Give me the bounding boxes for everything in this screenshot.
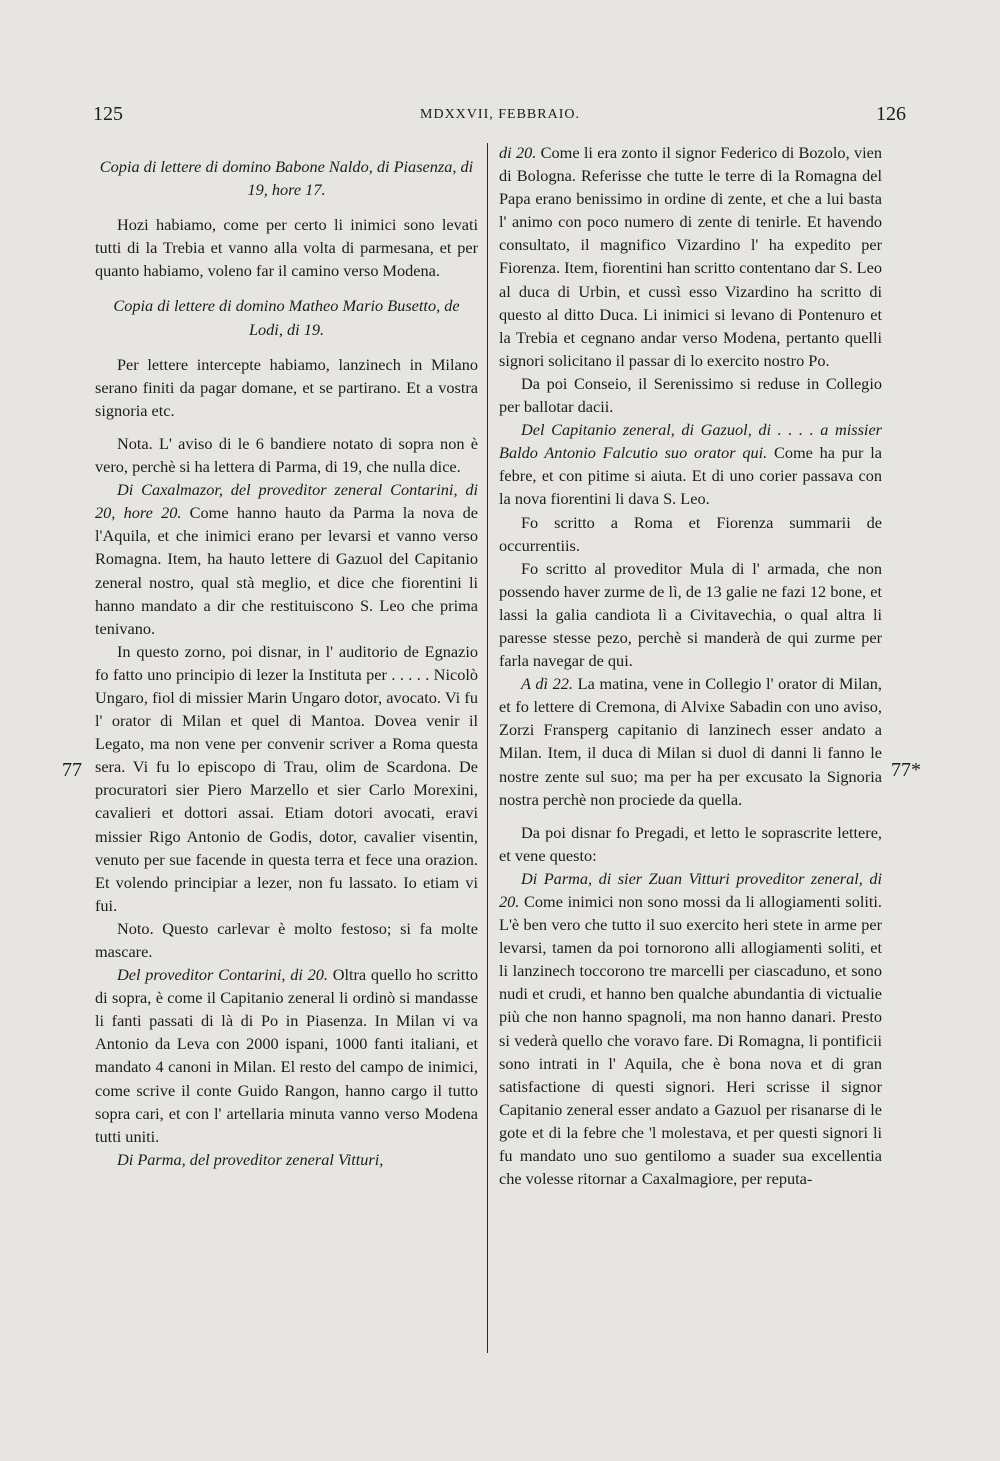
paragraph-text: Da poi Conseio, il Serenissimo si reduse in Collegio per ballotar dacii. [499, 373, 882, 417]
paragraph-text: Noto. Questo carlevar è molto festoso; si fa molte mascare. [95, 918, 478, 961]
paragraph [95, 917, 478, 963]
paragraph-lead: di 20. [499, 143, 537, 162]
paragraph [95, 1148, 478, 1171]
paragraph-lead: Di Parma, del proveditor zeneral Vitturi, [117, 1149, 384, 1169]
right-margin-number: 77* [891, 759, 921, 781]
paragraph-lead: Di Parma, di sier Zuan Vitturi proveditor zeneral, di 20. [499, 868, 882, 911]
paragraph [95, 432, 478, 478]
paragraph-lead: Del Capitanio zeneral, di Gazuol, di . . . . a missier Baldo Antonio Falcutio suo orator qui. [499, 420, 882, 463]
paragraph [499, 557, 882, 672]
paragraph-lead: Di Caxalmazor, del proveditor zeneral Contarini, di 20, hore 20. [95, 480, 478, 523]
left-margin-number: 77 [62, 759, 82, 781]
heading-text: Copia di lettere di domino Matheo Mario Busetto, de Lodi, di 19. [113, 296, 460, 339]
paragraph-text: Come ha pur la febre, et con pitime si aiuta. Et di uno corier passava con la nova fiorentini li dava S. Leo. [499, 443, 882, 509]
right-column [499, 141, 882, 1190]
paragraph-lead: Del proveditor Contarini, di 20. [117, 965, 328, 985]
paragraph [499, 418, 882, 510]
paragraph-text: Fo scritto al proveditor Mula di l' armada, che non possendo haver zurme de lì, de 13 galie ne fazi 12 bone, et lassi la galia candiota lì a Civitavechia, o qual altra li paresse stesse pezo, perchè si manderà de qui zurme per farla navegar de qui. [499, 558, 882, 671]
paragraph [95, 478, 478, 640]
paragraph-text: Oltra quello ho scritto di sopra, è come il Capitanio zeneral li ordinò si mandasse li fanti passati di là di Po in Piasenza. In Milan vi va Antonio da Leva con 2000 ispani, 1000 fanti italiani, et mandato 4 canoni in Milan. El resto del campo de inimici, come scrive il conte Guido Rangon, hanno cargo il tutto sopra cari, et con l' artellaria minuta vanno verso Modena tutti uniti. [95, 965, 478, 1146]
paragraph-text: Hozi habiamo, come per certo li inimici sono levati tutti di la Trebia et vanno alla volta di parmesana, et per quanto habiamo, voleno far il camino verso Modena. [95, 215, 478, 281]
section-heading [95, 294, 478, 340]
paragraph [499, 821, 882, 867]
paragraph-text: La matina, vene in Collegio l' orator di Milan, et fo lettere di Cremona, di Alvixe Sabadin con uno aviso, Zorzi Fransperg capitanio di lanzinech esser andato a Milan. Item, il duca di Milan si duol di danni li fanno le nostre zente sul suo; ma per ha per excusato la Signoria nostra perchè non prociede da quella. [499, 674, 882, 809]
paragraph-text: Come li era zonto il signor Federico di Bozolo, vien di Bologna. Referisse che tutte le terre di la Romagna del Papa erano benissimo in ordine di zente, et che a lui basta l' animo con poco numero di zente di tenirle. Et havendo consultato, il magnifico Vizardino l' ha expedito per Fiorenza. Item, fiorentini han scritto contentano dar S. Leo al duca di Urbin, et cussì esso Vizardino ha scritto di questo al ditto Duca. Li inimici si levano di Pontenuro et la Trebia et cegnano andar verso Modena, pertanto quelli signori solicitano il passar di lo exercito nostro Po. [499, 143, 882, 370]
paragraph-text: Come hanno hauto da Parma la nova de l'Aquila, et che inimici erano per levarsi et vanno verso Romagna. Item, ha hauto lettere di Gazuol del Capitanio zeneral nostro, qual stà meglio, et dice che fiorentini li hanno mandato a dir che restituiscono S. Leo che prima tenivano. [95, 503, 478, 638]
paragraph [499, 141, 882, 372]
right-page-number: 126 [876, 103, 906, 125]
paragraph [499, 511, 882, 557]
paragraph [499, 672, 882, 811]
heading-text: Copia di lettere di domino Babone Naldo, di Piasenza, di 19, hore 17. [99, 157, 474, 200]
left-page-number: 125 [93, 103, 123, 125]
paragraph [499, 867, 882, 1190]
left-column [95, 141, 478, 1171]
page-header [0, 103, 1000, 131]
section-heading [95, 155, 478, 201]
paragraph-text: Fo scritto a Roma et Fiorenza summarii de occurrentiis. [499, 512, 882, 555]
paragraph-text: Da poi disnar fo Pregadi, et letto le soprascrite lettere, et vene questo: [499, 822, 882, 865]
paragraph-text: Nota. L' aviso di le 6 bandiere notato di sopra non è vero, perchè si ha lettera di Parma, di 19, che nulla dice. [95, 433, 478, 477]
paragraph-text: Per lettere intercepte habiamo, lanzinech in Milano serano finiti da pagar domane, et se partirano. Et a vostra signoria etc. [95, 354, 478, 420]
column-divider [487, 143, 488, 1353]
paragraph [95, 353, 478, 422]
paragraph-lead: A dì 22. [521, 674, 574, 694]
paragraph-text: Come inimici non sono mossi da li allogiamenti soliti. L'è ben vero che tutto il suo exercito heri stete in arme per levarsi, tamen da poi tornorono alli allogiamenti soliti, et li lanzinech toccorono tre marcelli per ciascaduno, et sono nudi et crudi, et hanno ben qualche abundantia di victualie più che non hanno spagnoli, ma non hanno danari. Presto si vederà quello che voravo fare. Di Romagna, li pontificii sono intrati in l' Aquila, che è bona nova et di gran satisfactione di questi signori. Heri scrisse il signor Capitanio zeneral esser andato a Gazuol per risanarse di le gote et di la febre che 'l molestava, et per questi signori li fu mandato uno suo gentilomo a suader sua excellentia che volesse ritornar a Caxalmagiore, per reputa- [499, 892, 882, 1189]
paragraph [499, 372, 882, 418]
paragraph [95, 640, 478, 917]
paragraph-text: In questo zorno, poi disnar, in l' auditorio de Egnazio fo fatto uno principio di lezer la Instituta per . . . . . Nicolò Ungaro, fiol di missier Marin Ungaro dotor, avocato. Vi fu l' orator di Milan et quel di Mantoa. Dovea venir il Legato, ma non vene per convenir scriver a Roma questa sera. Vi fu lo episcopo di Trau, olim de Scardona. De procuratori sier Piero Marzello et sier Carlo Morexini, cavalieri et dottori assai. Etiam dotori avocati, eravi missier Rigo Antonio de Godis, dotor, cavalier visentin, venuto per sue facende in questa terra et fece una orazion. Et volendo principiar a lezer, non fu lassato. Io etiam vi fui. [95, 641, 478, 915]
running-head: MDXXVII, FEBBRAIO. [420, 107, 580, 122]
paragraph [95, 213, 478, 282]
paragraph [95, 963, 478, 1148]
